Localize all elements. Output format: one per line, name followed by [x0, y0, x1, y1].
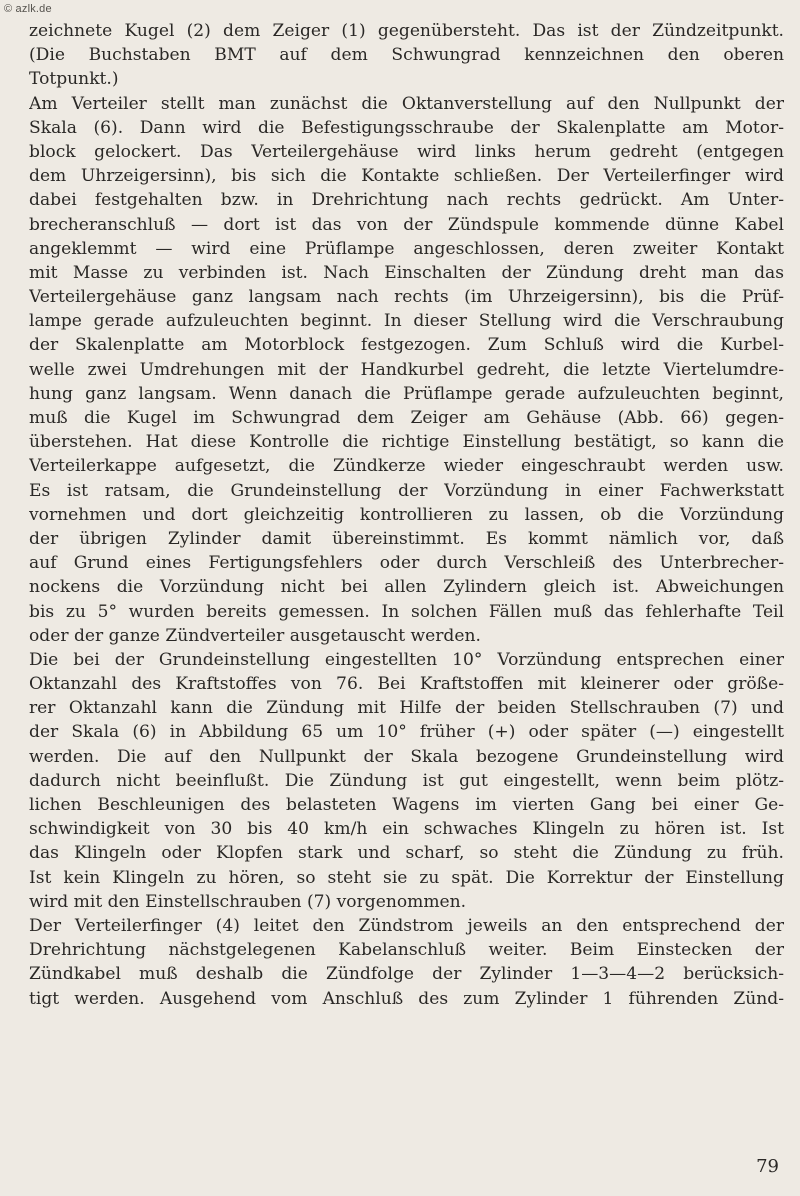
text-line: oder der ganze Zündverteiler ausgetauscht werden. — [29, 625, 481, 646]
text-line: das Klingeln oder Klopfen stark und scharf, so steht die Zündung zu früh. — [29, 843, 784, 864]
text-line: wird mit den Einstellschrauben (7) vorgenommen. — [29, 891, 467, 912]
text-line: schwindigkeit von 30 bis 40 km/h ein schwaches Klingeln zu hören ist. Ist — [29, 819, 784, 840]
text-line: lichen Beschleunigen des belasteten Wagens im vierten Gang bei einer Ge- — [29, 795, 784, 815]
body-text — [29, 19, 784, 1011]
text-line: welle zwei Umdrehungen mit der Handkurbel gedreht, die letzte Viertelumdre- — [29, 359, 784, 380]
text-line: Ist kein Klingeln zu hören, so steht sie zu spät. Die Korrektur der Einstellung — [29, 867, 784, 888]
text-line: Verteilerkappe aufgesetzt, die Zündkerze wieder eingeschraubt werden usw. — [29, 456, 784, 477]
text-line: Es ist ratsam, die Grundeinstellung der Vorzündung in einer Fachwerkstatt — [29, 480, 784, 501]
text-line: block gelockert. Das Verteilergehäuse wird links herum gedreht (entgegen — [29, 141, 784, 162]
text-line: Am Verteiler stellt man zunächst die Oktanverstellung auf den Nullpunkt der — [29, 93, 784, 114]
text-line: auf Grund eines Fertigungsfehlers oder durch Verschleiß des Unterbrecher- — [29, 553, 784, 574]
text-line: der Skala (6) in Abbildung 65 um 10° früher (+) oder später (—) eingestellt — [29, 722, 784, 743]
text-line: (Die Buchstaben BMT auf dem Schwungrad kennzeichnen den oberen — [29, 45, 784, 66]
text-line: Skala (6). Dann wird die Befestigungsschraube der Skalenplatte am Motor- — [29, 117, 784, 138]
page-number: 79 — [756, 1156, 779, 1177]
text-line: tigt werden. Ausgehend vom Anschluß des zum Zylinder 1 führenden Zünd- — [29, 988, 784, 1009]
text-line: überstehen. Hat diese Kontrolle die richtige Einstellung bestätigt, so kann die — [29, 432, 784, 453]
text-line: der übrigen Zylinder damit übereinstimmt. Es kommt nämlich vor, daß — [29, 528, 784, 549]
text-line: Totpunkt.) — [29, 69, 119, 90]
text-line: nockens die Vorzündung nicht bei allen Zylindern gleich ist. Abweichungen — [29, 577, 784, 598]
text-line: Die bei der Grundeinstellung eingestellten 10° Vorzündung entsprechen einer — [29, 649, 784, 670]
text-line: Zündkabel muß deshalb die Zündfolge der Zylinder 1—3—4—2 berücksich- — [29, 964, 784, 985]
text-line: Oktanzahl des Kraftstoffes von 76. Bei Kraftstoffen mit kleinerer oder größe- — [29, 674, 784, 695]
text-line: dabei festgehalten bzw. in Drehrichtung nach rechts gedrückt. Am Unter- — [29, 190, 784, 211]
text-line: dadurch nicht beeinflußt. Die Zündung ist gut eingestellt, wenn beim plötz- — [29, 770, 784, 791]
text-line: rer Oktanzahl kann die Zündung mit Hilfe der beiden Stellschrauben (7) und — [29, 698, 784, 719]
text-line: bis zu 5° wurden bereits gemessen. In solchen Fällen muß das fehlerhafte Teil — [29, 601, 784, 622]
text-line: muß die Kugel im Schwungrad dem Zeiger am Gehäuse (Abb. 66) gegen- — [29, 408, 784, 428]
text-line: vornehmen und dort gleichzeitig kontrollieren zu lassen, ob die Vorzündung — [29, 504, 784, 525]
text-line: Der Verteilerfinger (4) leitet den Zündstrom jeweils an den entsprechend der — [29, 915, 784, 936]
text-line: mit Masse zu verbinden ist. Nach Einschalten der Zündung dreht man das — [29, 262, 784, 283]
text-line: lampe gerade aufzuleuchten beginnt. In dieser Stellung wird die Verschraubung — [29, 311, 784, 332]
text-line: angeklemmt — wird eine Prüflampe angeschlossen, deren zweiter Kontakt — [29, 238, 784, 259]
text-line: dem Uhrzeigersinn), bis sich die Kontakte schließen. Der Verteilerfinger wird — [29, 166, 784, 187]
text-line: werden. Die auf den Nullpunkt der Skala bezogene Grundeinstellung wird — [29, 746, 784, 767]
text-line: brecheranschluß — dort ist das von der Zündspule kommende dünne Kabel — [29, 214, 784, 235]
watermark: © azlk.de — [4, 3, 52, 15]
text-line: zeichnete Kugel (2) dem Zeiger (1) gegenübersteht. Das ist der Zündzeitpunkt. — [29, 21, 784, 41]
text-line: hung ganz langsam. Wenn danach die Prüflampe gerade aufzuleuchten beginnt, — [29, 383, 784, 404]
text-line: der Skalenplatte am Motorblock festgezogen. Zum Schluß wird die Kurbel- — [29, 335, 784, 356]
text-line: Verteilergehäuse ganz langsam nach rechts (im Uhrzeigersinn), bis die Prüf- — [29, 287, 784, 308]
text-line: Drehrichtung nächstgelegenen Kabelanschluß weiter. Beim Einstecken der — [29, 940, 784, 961]
